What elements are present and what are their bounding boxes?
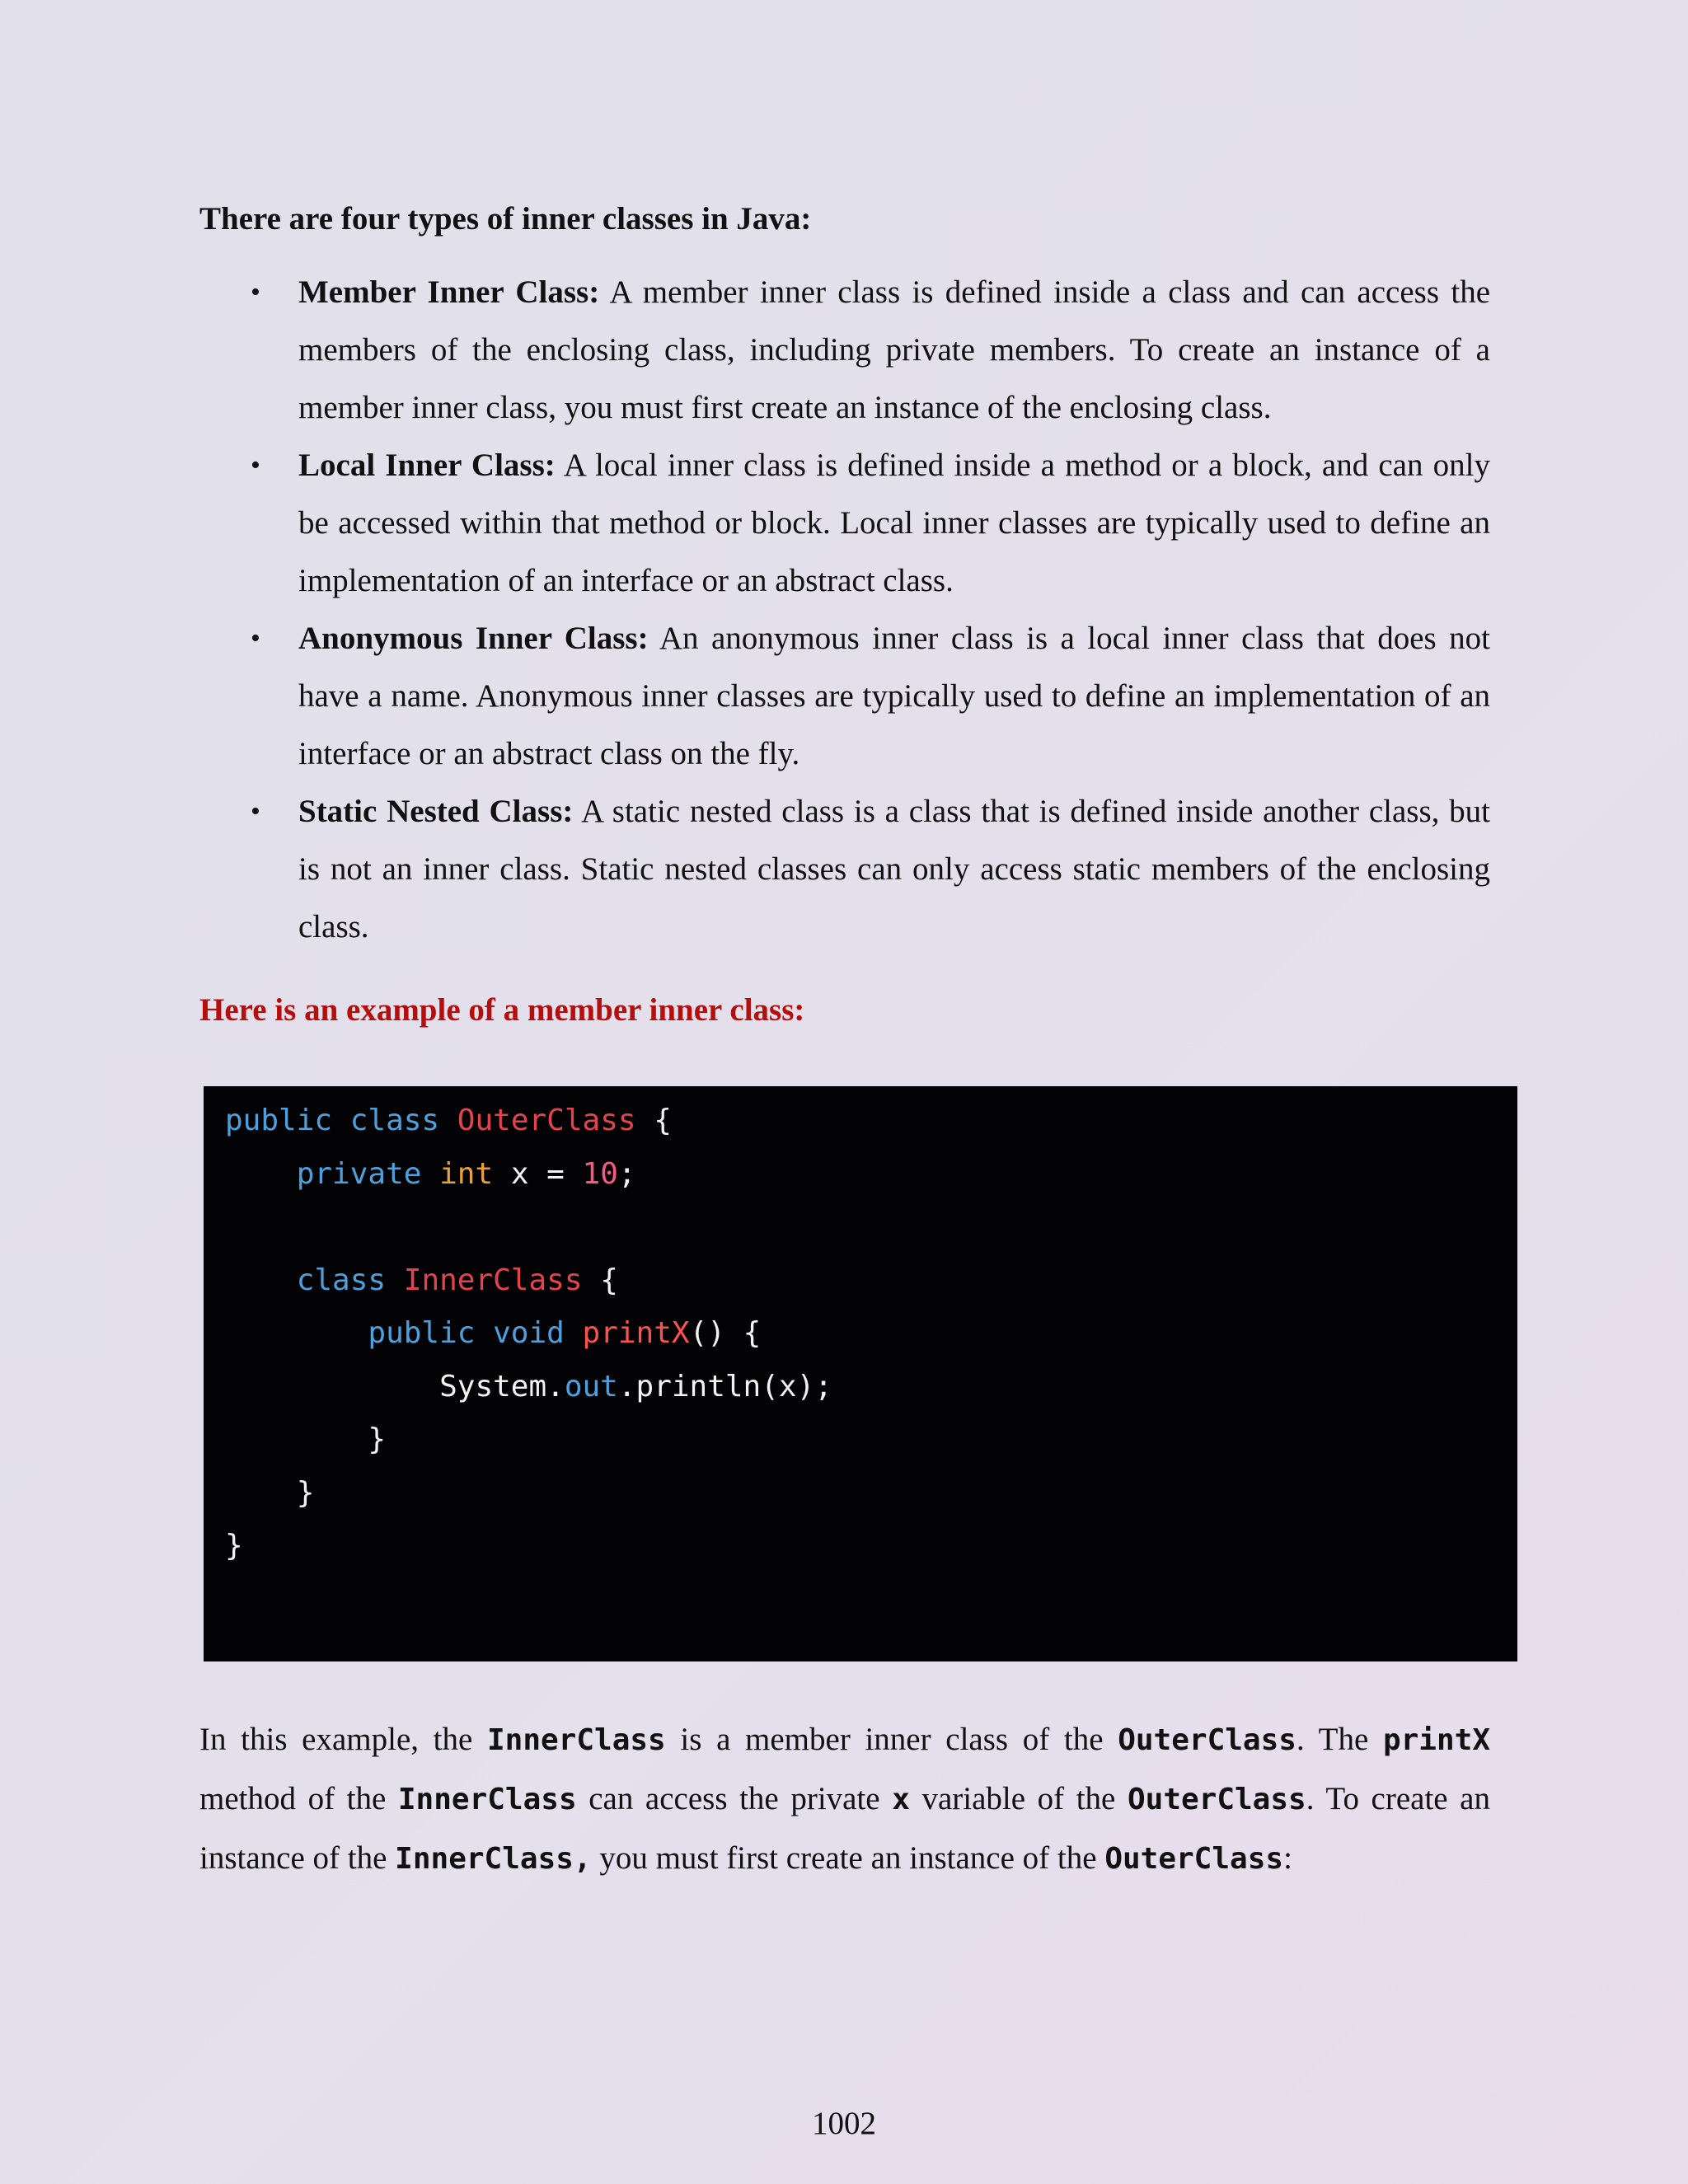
code-keyword: class	[349, 1104, 440, 1137]
code-line	[225, 1148, 1517, 1202]
code-text: () {	[689, 1316, 762, 1350]
section-heading: There are four types of inner classes in Java:	[199, 201, 812, 237]
inline-code: InnerClass,	[395, 1842, 592, 1876]
list-item-member-inner-class	[199, 264, 1490, 437]
list-item-local-inner-class	[199, 437, 1490, 610]
bullet-icon: •	[251, 796, 260, 827]
code-keyword: public	[225, 1104, 333, 1137]
code-number: 10	[582, 1156, 618, 1191]
code-line	[225, 1307, 1517, 1361]
inline-code: OuterClass	[1104, 1842, 1284, 1876]
code-keyword: private	[296, 1156, 422, 1191]
paragraph-text: method of the	[199, 1781, 398, 1816]
list-item-static-nested-class	[199, 783, 1490, 956]
inner-class-types-list	[199, 264, 1490, 956]
inline-code: OuterClass	[1127, 1783, 1306, 1816]
bullet-icon: •	[251, 277, 260, 307]
list-item-term: Member Inner Class:	[298, 274, 600, 310]
list-item-term: Local Inner Class:	[298, 448, 556, 483]
code-text: .println(x);	[617, 1369, 832, 1404]
explanation-paragraph	[199, 1710, 1490, 1888]
list-item-text: A member inner class is defined inside a class and can access the members of the enclosing class, including private members. To create an instance of a member inner class, you must first create an instance of the enclosing class.	[298, 274, 1491, 425]
code-field: out	[564, 1369, 618, 1404]
code-class-name: OuterClass	[457, 1104, 636, 1137]
code-line	[225, 1094, 1517, 1148]
list-item-anonymous-inner-class	[199, 610, 1490, 783]
code-method-name: printX	[582, 1316, 690, 1350]
code-text: ;	[617, 1156, 636, 1191]
paragraph-text: In this example, the	[199, 1722, 487, 1757]
inline-code: OuterClass	[1118, 1723, 1296, 1757]
code-keyword: void	[493, 1316, 565, 1350]
paragraph-text: :	[1283, 1840, 1292, 1876]
code-keyword: class	[296, 1263, 387, 1297]
paragraph-text: can access the private	[576, 1781, 893, 1816]
code-text: }	[296, 1475, 315, 1510]
list-item-term: Anonymous Inner Class:	[298, 621, 649, 656]
code-text: }	[225, 1529, 243, 1563]
code-text: x =	[493, 1156, 583, 1191]
code-line-blank	[225, 1201, 1517, 1254]
list-item-term: Static Nested Class:	[298, 794, 574, 829]
code-text: {	[582, 1263, 618, 1297]
code-line	[225, 1361, 1517, 1414]
list-item-text: An anonymous inner class is a local inner class that does not have a name. Anonymous inner classes are typically used to define an implementation of an interface or an abstract class on the fly.	[298, 621, 1490, 771]
bullet-icon: •	[251, 623, 260, 654]
code-line	[225, 1413, 1517, 1467]
code-line	[225, 1467, 1517, 1521]
code-class-name: InnerClass	[403, 1263, 583, 1297]
bullet-icon: •	[251, 450, 260, 480]
paragraph-text: . To create an instance of the	[199, 1781, 1490, 1876]
code-type: int	[439, 1156, 494, 1191]
inline-code: x	[892, 1783, 910, 1816]
example-heading: Here is an example of a member inner class:	[199, 992, 805, 1028]
page-number: 1002	[812, 2106, 876, 2141]
code-text: System.	[439, 1369, 565, 1404]
paragraph-text: is a member inner class of the	[665, 1722, 1118, 1757]
code-keyword: public	[368, 1316, 476, 1350]
inline-code: InnerClass	[397, 1783, 577, 1816]
paragraph-text: . The	[1296, 1722, 1383, 1757]
list-item-text: A local inner class is defined inside a method or a block, and can only be accessed within that method or block. Local inner classes are typically used to define an implementation of an interface or an abstract class.	[298, 448, 1490, 598]
inline-code: InnerClass	[486, 1723, 666, 1757]
list-item-text: A static nested class is a class that is defined inside another class, but is not an inner class. Static nested classes can only access static members of the enclosing class.	[298, 794, 1490, 944]
inline-code: printX	[1382, 1723, 1490, 1757]
code-line	[225, 1254, 1517, 1308]
code-text: }	[368, 1422, 387, 1456]
code-block	[204, 1086, 1517, 1661]
paragraph-text: variable of the	[909, 1781, 1128, 1816]
paragraph-text: you must first create an instance of the	[591, 1840, 1105, 1876]
code-line	[225, 1520, 1517, 1573]
code-text: {	[635, 1104, 672, 1137]
